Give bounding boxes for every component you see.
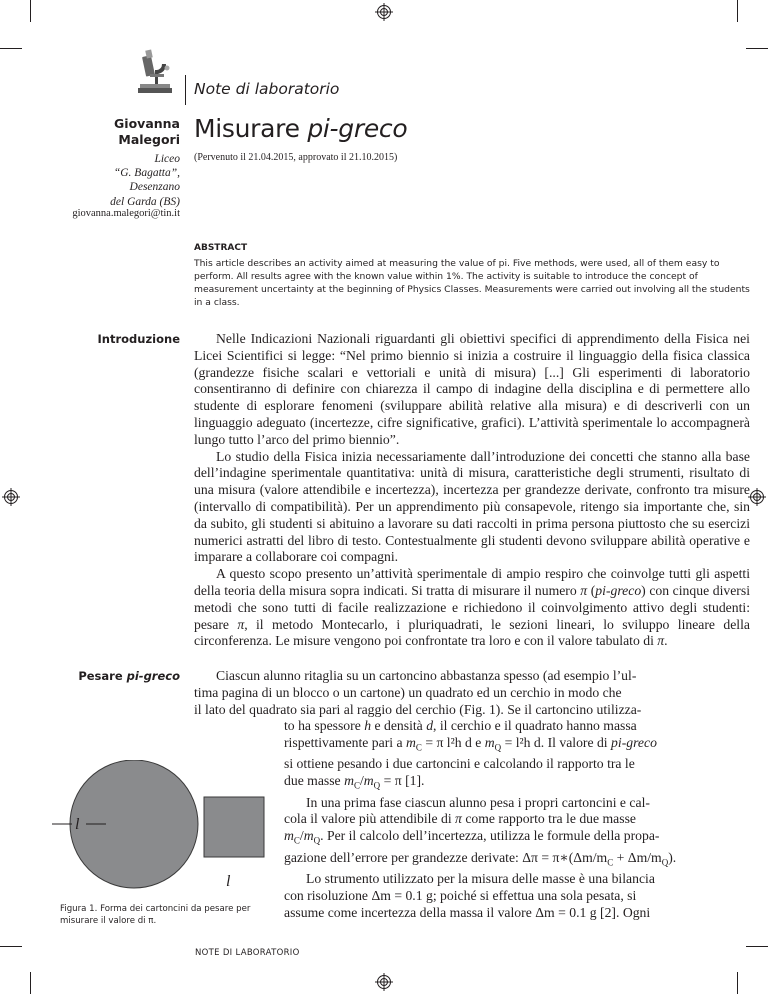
weigh-line: due masse $m_C/m_Q = \pi$ [1]. xyxy=(284,773,425,791)
affiliation-line: del Garda (BS) xyxy=(110,195,180,208)
author-last-name: Malegori xyxy=(118,132,180,147)
weigh-line: tima pagina di un blocco o un cartone) un quadrato ed un cerchio in modo che xyxy=(194,684,622,700)
author-affiliation xyxy=(0,152,180,209)
author-email: giovanna.malegori@tin.it xyxy=(72,208,180,219)
weigh-line: con risoluzione Δm = 0.1 g; poiché si effettua una sola pesata, si xyxy=(284,888,637,904)
weigh-text-full xyxy=(194,668,750,718)
registration-mark-icon xyxy=(2,488,20,506)
header-rule xyxy=(185,75,186,105)
weigh-line: si ottiene pesando i due cartoncini e calcolando il rapporto tra le xyxy=(284,756,635,772)
abstract-heading: ABSTRACT xyxy=(194,243,248,253)
title-italic: pi-greco xyxy=(307,114,408,143)
section-label-weigh: Pesare pi-greco xyxy=(78,669,180,683)
microscope-icon xyxy=(136,48,176,94)
author-first-name: Giovanna xyxy=(114,116,180,131)
crop-mark xyxy=(746,48,768,49)
crop-mark xyxy=(0,946,22,947)
weigh-line: il lato del quadrato sia pari al raggio del cerchio (Fig. 1). Se il cartoncino utilizza- xyxy=(194,701,642,717)
weigh-line: gazione dell’errore per grandezze derivate: $\Delta\pi = \pi∗(\Delta m/m_C + \Delta m/m_Q)$. xyxy=(284,849,677,868)
figure-1 xyxy=(52,760,282,900)
crop-mark xyxy=(30,0,31,22)
weigh-line: assume come incertezza della massa il valore Δm = 0.1 g [2]. Ogni xyxy=(284,904,651,920)
weigh-line: $m_C/m_Q$. Per il calcolo dell’incertezza, utilizza le formule della propa- xyxy=(284,828,660,846)
article-title xyxy=(194,114,407,143)
figure-caption: Figura 1. Forma dei cartoncini da pesare per misurare il valore di π. xyxy=(60,904,251,926)
section-label-intro: Introduzione xyxy=(97,332,180,346)
crop-mark xyxy=(737,0,738,22)
weigh-line: cola il valore più attendibile di π come rapporto tra le due masse xyxy=(284,811,636,827)
weigh-text-wrap xyxy=(284,718,750,922)
crop-mark xyxy=(737,972,738,994)
registration-mark-icon xyxy=(375,973,393,991)
crop-mark xyxy=(0,48,22,49)
intro-paragraph: Lo studio della Fisica inizia necessariamente dall’introduzione dei concetti che stanno alla base dell’indagine sperimentale quantitativa: unità di misura, caratteristiche degli strumenti, risultato di una misura (valore attendibile e incertezza), incertezza per grandezze derivate, confronto tra misure (intervallo di compatibilità). Per un apprendimento più consapevole, ritengo sia importante che, sin da subito, gli studenti si abituino a lavorare su dati raccolti in prima persona piuttosto che su esercizi numerici astratti del libro di testo. Contestualmente gli studenti devono sviluppare abilità operative e imparare a collaborare coi compagni. xyxy=(194,448,750,565)
affiliation-line: Liceo xyxy=(154,153,180,165)
weigh-line: Lo strumento utilizzato per la misura delle masse è una bilancia xyxy=(306,871,655,887)
circle-radius-label: l xyxy=(75,816,80,833)
affiliation-line: Desenzano xyxy=(129,181,180,194)
weigh-line: rispettivamente pari a $m_C = \pi$ l²h d e $m_Q = l^2h$ d. Il valore di pi-greco xyxy=(284,734,657,753)
cardboard-square xyxy=(204,797,264,857)
intro-text xyxy=(194,331,750,650)
registration-mark-icon xyxy=(748,488,766,506)
intro-paragraph: Nelle Indicazioni Nazionali riguardanti gli obiettivi specifici di apprendimento della Fisica nei Licei Scientifici si legge: “Nel primo biennio si inizia a costruire il linguaggio della fisica classica (grandezze fisiche scalari e vettoriali e unità di misura) [...] Gli esperimenti di laboratorio consentiranno di definire con chiarezza il campo di indagine della disciplina e di permettere allo studente di esplorare fenomeni (sviluppare abilità relative alla misura) e di descriverli con un linguaggio adeguato (incertezze, cifre significative, grafici). L’attività sperimentale lo accompagnerà lungo tutto l’arco del primo biennio”. xyxy=(194,331,750,447)
weigh-line: In una prima fase ciascun alunno pesa i propri cartoncini e cal- xyxy=(306,794,650,810)
intro-paragraph: A questo scopo presento un’attività sperimentale di ampio respiro che coinvolge tutti gli aspetti della teoria della misura sopra indicati. Si tratta di misurare il numero π (pi-greco) con cinque diversi metodi che sono tutti di facile realizzazione e richiedono il coinvolgimento attivo degli studenti: pesare π, il metodo Montecarlo, i pluriquadrati, le sezioni lineari, lo sviluppo lineare della circonferenza. Le misure vengono poi confrontate tra loro e con il valore tabulato di π. xyxy=(194,566,750,649)
author-name xyxy=(0,116,180,148)
abstract-text: This article describes an activity aimed at measuring the value of pi. Five methods, were used, all of them easy to perform. All results agree with the known value within 1%. The activity is suitable to introduce the concept of measurement uncertainty at the beginning of Physics Classes. Measurements were carried out involving all the students in a class. xyxy=(194,258,750,308)
running-footer: NOTE DI LABORATORIO xyxy=(195,948,300,958)
square-side-label: l xyxy=(226,873,231,890)
affiliation-line: “G. Bagatta”, xyxy=(113,167,180,180)
weigh-line: to ha spessore h e densità d, il cerchio e il quadrato hanno massa xyxy=(284,718,637,733)
received-dates: (Pervenuto il 21.04.2015, approvato il 21.10.2015) xyxy=(194,152,398,163)
crop-mark xyxy=(30,972,31,994)
crop-mark xyxy=(746,946,768,947)
section-kicker: Note di laboratorio xyxy=(194,80,340,98)
title-plain: Misurare xyxy=(194,114,308,143)
weigh-line: Ciascun alunno ritaglia su un cartoncino abbastanza spesso (ad esempio l’ul- xyxy=(216,668,637,683)
registration-mark-icon xyxy=(375,3,393,21)
